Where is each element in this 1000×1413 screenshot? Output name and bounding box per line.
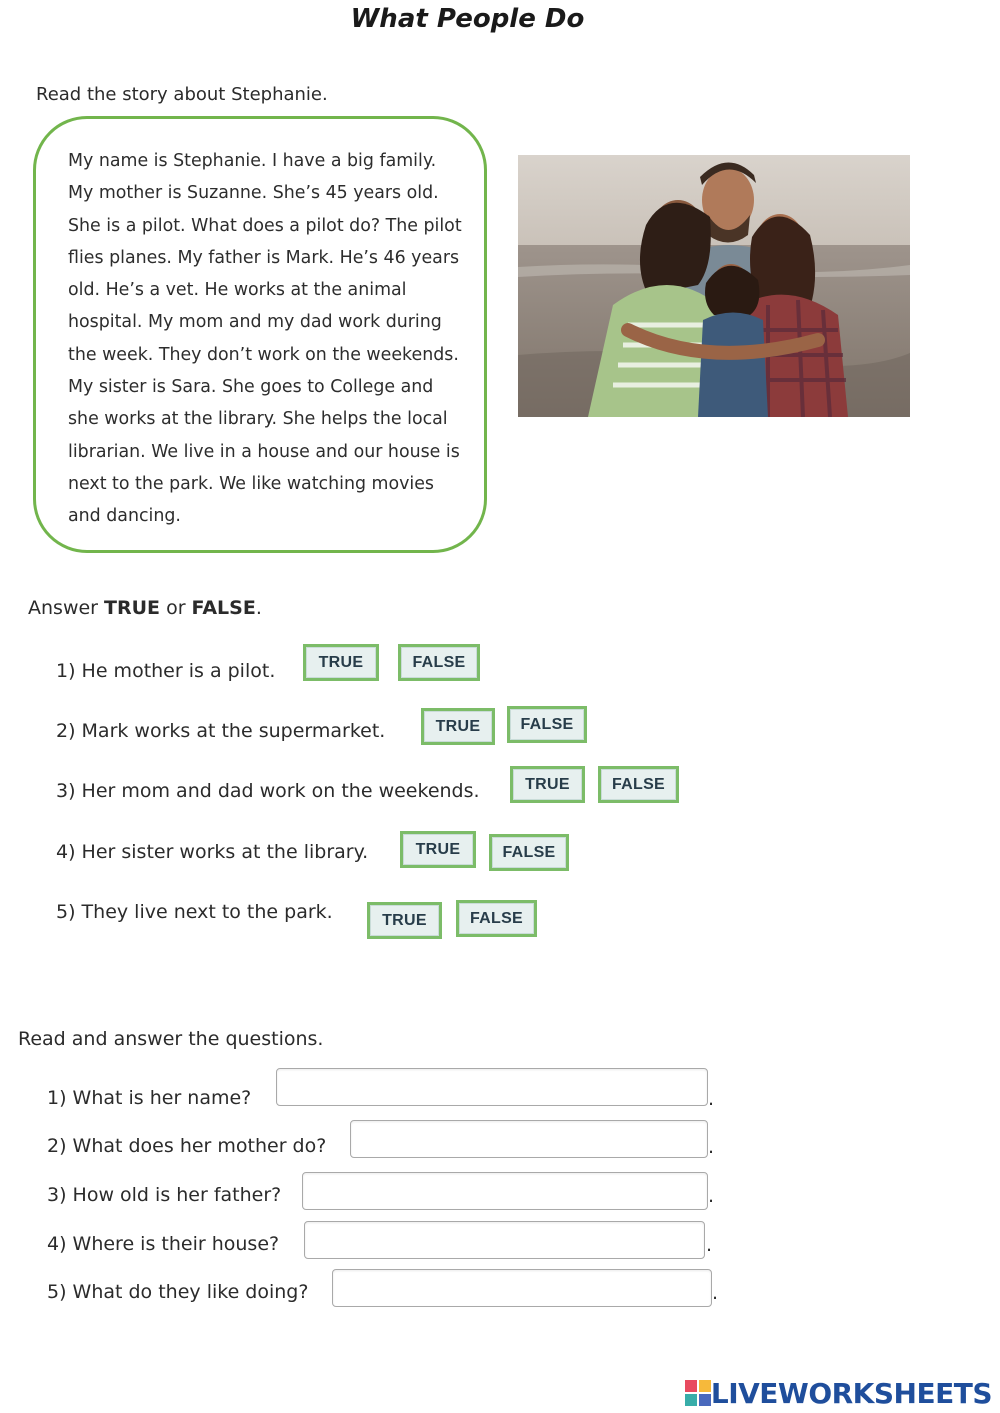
liveworksheets-logo-text: LIVEWORKSHEETS [710, 1376, 992, 1410]
answer-2-period: . [708, 1136, 715, 1158]
answer-2-input[interactable] [350, 1120, 708, 1158]
answer-5-input[interactable] [332, 1269, 712, 1307]
answer-4-input[interactable] [304, 1221, 705, 1259]
liveworksheets-logo-icon [685, 1380, 711, 1406]
tf-4-true-button[interactable]: TRUE [400, 831, 476, 868]
tf-heading-true: TRUE [104, 597, 161, 619]
page-title: What People Do [350, 4, 585, 34]
tf-1-false-button[interactable]: FALSE [398, 644, 480, 681]
question-3: 3) How old is her father? [47, 1184, 282, 1206]
tf-1-true-button[interactable]: TRUE [303, 644, 379, 681]
story-text: My name is Stephanie. I have a big family. My mother is Suzanne. She’s 45 years old. She is a pilot. What does a pilot do? The pilot flies planes. My father is Mark. He’s 46 years old. He’s a vet. He works at the animal hospital. My mom and my dad work during the week. They don’t work on the weekends. My sister is Sara. She goes to College and she works at the library. She helps the local librarian. We live in a house and our house is next to the park. We like watching movies and dancing. [68, 151, 462, 527]
answer-1-period: . [708, 1088, 715, 1110]
tf-statement-4: 4) Her sister works at the library. [56, 841, 369, 863]
answer-4-period: . [706, 1234, 713, 1256]
tf-statement-2: 2) Mark works at the supermarket. [56, 720, 386, 742]
answer-1-input[interactable] [276, 1068, 708, 1106]
answer-3-input[interactable] [302, 1172, 708, 1210]
tf-2-false-button[interactable]: FALSE [507, 706, 587, 743]
family-photo [518, 155, 910, 417]
question-1: 1) What is her name? [47, 1087, 252, 1109]
tf-statement-3: 3) Her mom and dad work on the weekends. [56, 780, 480, 802]
question-4: 4) Where is their house? [47, 1233, 280, 1255]
tf-heading-or: or [160, 597, 192, 619]
story-box [33, 116, 487, 553]
question-2: 2) What does her mother do? [47, 1135, 327, 1157]
tf-3-true-button[interactable]: TRUE [510, 766, 585, 803]
tf-2-true-button[interactable]: TRUE [421, 708, 495, 745]
tf-statement-5: 5) They live next to the park. [56, 901, 333, 923]
intro-instruction: Read the story about Stephanie. [36, 84, 328, 105]
tf-heading-suffix: . [255, 597, 262, 619]
question-5: 5) What do they like doing? [47, 1281, 309, 1303]
tf-heading-prefix: Answer [28, 597, 105, 619]
tf-heading-false: FALSE [191, 597, 256, 619]
tf-heading [28, 597, 262, 619]
answer-3-period: . [708, 1185, 715, 1207]
tf-3-false-button[interactable]: FALSE [598, 766, 679, 803]
tf-5-false-button[interactable]: FALSE [456, 900, 537, 937]
tf-5-true-button[interactable]: TRUE [367, 902, 442, 939]
liveworksheets-logo [685, 1377, 992, 1409]
answer-5-period: . [712, 1282, 719, 1304]
questions-heading: Read and answer the questions. [18, 1028, 324, 1050]
tf-statement-1: 1) He mother is a pilot. [56, 660, 276, 682]
tf-4-false-button[interactable]: FALSE [489, 834, 569, 871]
